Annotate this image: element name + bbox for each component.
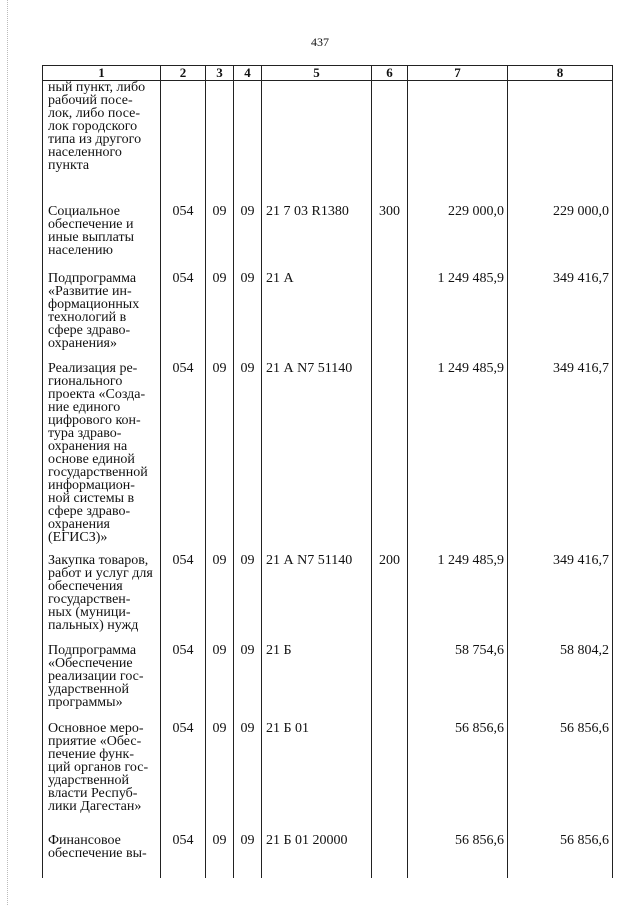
row-name: Подпрограмма «Обеспечение реализации гос- ударственной программы» [43, 638, 161, 716]
target-article-code: 21 А N7 51140 [262, 356, 372, 548]
amount-year-1: 229 000,0 [408, 199, 508, 266]
expense-type-code [372, 828, 408, 878]
subsection-code: 09 [234, 828, 262, 878]
section-code: 09 [206, 828, 234, 878]
col-header-5: 5 [262, 66, 372, 81]
target-article-code: 21 А N7 51140 [262, 548, 372, 638]
target-article-code: 21 Б [262, 638, 372, 716]
row-name: Реализация ре- гионального проекта «Созда- ние единого цифрового кон- тура здраво- охранения на основе единой государственной информацион- ной системы в сфере здраво- охранения (ЕГИСЗ)» [43, 356, 161, 548]
expense-type-code [372, 638, 408, 716]
table-row [43, 828, 613, 878]
subsection-code [234, 81, 262, 199]
subsection-code: 09 [234, 199, 262, 266]
amount-year-2: 56 856,6 [508, 716, 613, 828]
section-code: 09 [206, 356, 234, 548]
amount-year-2: 349 416,7 [508, 266, 613, 356]
section-code: 09 [206, 548, 234, 638]
col-header-2: 2 [161, 66, 206, 81]
table-row [43, 638, 613, 716]
amount-year-1 [408, 81, 508, 199]
target-article-code: 21 Б 01 [262, 716, 372, 828]
expense-type-code [372, 266, 408, 356]
header-row [43, 66, 613, 81]
ministry-code: 054 [161, 266, 206, 356]
table-row [43, 266, 613, 356]
subsection-code: 09 [234, 638, 262, 716]
subsection-code: 09 [234, 716, 262, 828]
ministry-code: 054 [161, 638, 206, 716]
col-header-8: 8 [508, 66, 613, 81]
col-header-6: 6 [372, 66, 408, 81]
table-row [43, 716, 613, 828]
section-code: 09 [206, 266, 234, 356]
amount-year-1: 56 856,6 [408, 716, 508, 828]
subsection-code: 09 [234, 266, 262, 356]
row-name: Закупка товаров, работ и услуг для обеспечения государствен- ных (муници- пальных) нужд [43, 548, 161, 638]
row-name: Финансовое обеспечение вы- [43, 828, 161, 878]
amount-year-2: 56 856,6 [508, 828, 613, 878]
expense-type-code: 300 [372, 199, 408, 266]
target-article-code: 21 Б 01 20000 [262, 828, 372, 878]
ministry-code: 054 [161, 356, 206, 548]
amount-year-1: 1 249 485,9 [408, 266, 508, 356]
row-name: Социальное обеспечение и иные выплаты населению [43, 199, 161, 266]
amount-year-1: 1 249 485,9 [408, 356, 508, 548]
target-article-code: 21 А [262, 266, 372, 356]
amount-year-2: 58 804,2 [508, 638, 613, 716]
row-name: Основное меро- приятие «Обес- печение функ- ций органов гос- ударственной власти Респуб- лики Дагестан» [43, 716, 161, 828]
col-header-7: 7 [408, 66, 508, 81]
amount-year-2: 349 416,7 [508, 548, 613, 638]
ministry-code: 054 [161, 828, 206, 878]
expense-type-code [372, 716, 408, 828]
section-code: 09 [206, 716, 234, 828]
scan-edge [0, 0, 8, 905]
section-code: 09 [206, 199, 234, 266]
row-name: Подпрограмма «Развитие ин- формационных технологий в сфере здраво- охранения» [43, 266, 161, 356]
section-code [206, 81, 234, 199]
col-header-4: 4 [234, 66, 262, 81]
row-name: ный пункт, либо рабочий посе- лок, либо посе- лок городского типа из другого населенного пункта [43, 81, 161, 199]
amount-year-1: 56 856,6 [408, 828, 508, 878]
expense-type-code: 200 [372, 548, 408, 638]
ministry-code: 054 [161, 716, 206, 828]
target-article-code: 21 7 03 R1380 [262, 199, 372, 266]
page-number: 437 [311, 35, 329, 49]
ministry-code: 054 [161, 548, 206, 638]
amount-year-2: 229 000,0 [508, 199, 613, 266]
amount-year-2: 349 416,7 [508, 356, 613, 548]
expense-type-code [372, 356, 408, 548]
target-article-code [262, 81, 372, 199]
expense-type-code [372, 81, 408, 199]
table-row [43, 81, 613, 199]
ministry-code [161, 81, 206, 199]
budget-table [42, 65, 613, 878]
amount-year-2 [508, 81, 613, 199]
col-header-1: 1 [43, 66, 161, 81]
subsection-code: 09 [234, 356, 262, 548]
section-code: 09 [206, 638, 234, 716]
amount-year-1: 58 754,6 [408, 638, 508, 716]
amount-year-1: 1 249 485,9 [408, 548, 508, 638]
table-row [43, 356, 613, 548]
subsection-code: 09 [234, 548, 262, 638]
table-row [43, 199, 613, 266]
col-header-3: 3 [206, 66, 234, 81]
ministry-code: 054 [161, 199, 206, 266]
table-row [43, 548, 613, 638]
